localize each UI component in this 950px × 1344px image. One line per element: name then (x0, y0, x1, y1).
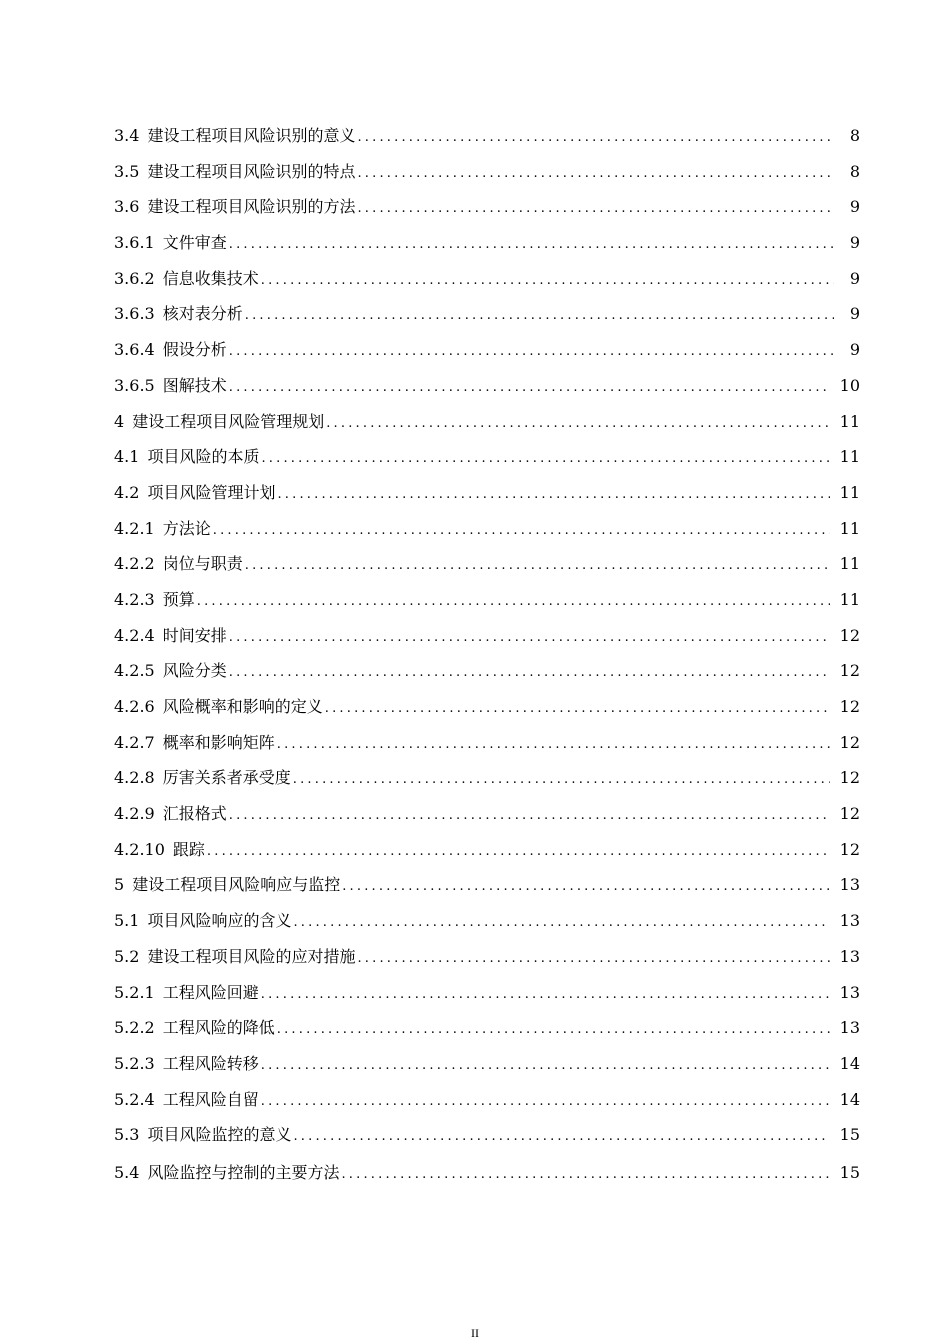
toc-entry-number: 4.2.9 (114, 804, 155, 824)
toc-entry[interactable] (114, 867, 860, 903)
toc-entry-title: 工程风险的降低 (162, 1018, 275, 1038)
toc-dot-leader (293, 1119, 829, 1155)
toc-entry-number: 3.6.2 (114, 268, 155, 288)
toc-entry-page: 9 (849, 268, 860, 288)
toc-entry[interactable] (114, 475, 860, 511)
toc-entry-number: 3.6 (114, 197, 140, 217)
toc-entry[interactable] (114, 118, 860, 154)
toc-entry-title: 建设工程项目风险识别的方法 (147, 197, 356, 217)
toc-entry[interactable] (114, 189, 860, 225)
toc-entry-title: 时间安排 (162, 625, 227, 645)
toc-entry-title: 跟踪 (172, 839, 205, 859)
toc-entry-page: 11 (839, 411, 860, 431)
toc-entry-title: 项目风险监控的意义 (147, 1125, 292, 1145)
toc-entry-title: 工程风险回避 (162, 982, 259, 1002)
toc-entry-title: 建设工程项目风险识别的意义 (147, 126, 356, 145)
toc-entry[interactable] (114, 439, 860, 475)
toc-entry-number: 4.2.7 (114, 732, 155, 752)
toc-entry-title: 预算 (162, 589, 195, 609)
toc-dot-leader (245, 298, 834, 334)
toc-entry-title: 建设工程项目风险管理规划 (132, 411, 325, 431)
page-number: II (471, 1326, 479, 1340)
toc-entry[interactable] (114, 725, 860, 761)
toc-entry-title: 工程风险自留 (162, 1089, 259, 1109)
toc-entry-number: 5.2 (114, 946, 140, 966)
toc-dot-leader (293, 762, 830, 798)
toc-entry-number: 4.2.8 (114, 768, 155, 788)
toc-entry[interactable] (114, 332, 860, 368)
toc-entry-number: 4.2.6 (114, 697, 155, 716)
toc-dot-leader (229, 655, 830, 691)
toc-entry-page: 13 (839, 1018, 860, 1038)
toc-entry[interactable] (114, 653, 860, 689)
toc-dot-leader (293, 905, 829, 941)
toc-entry-title: 建设工程项目风险响应与监控 (132, 875, 341, 895)
toc-entry[interactable] (114, 689, 860, 725)
toc-entry-page: 14 (839, 1053, 860, 1073)
toc-entry-title: 文件审查 (162, 233, 227, 253)
toc-entry-page: 9 (849, 340, 860, 360)
toc-dot-leader (213, 513, 830, 549)
toc-entry-number: 3.6.5 (114, 375, 155, 395)
toc-entry-page: 11 (839, 589, 860, 609)
toc-dot-leader (261, 1048, 830, 1084)
toc-dot-leader (357, 120, 834, 156)
toc-dot-leader (326, 406, 829, 442)
toc-dot-leader (342, 869, 829, 905)
toc-dot-leader (357, 156, 834, 192)
toc-entry[interactable] (114, 760, 860, 796)
toc-dot-leader (261, 977, 830, 1013)
toc-entry-title: 方法论 (162, 518, 211, 538)
toc-entry[interactable] (114, 582, 860, 618)
toc-dot-leader (261, 263, 834, 299)
toc-entry-page: 12 (839, 661, 860, 681)
table-of-contents (114, 118, 860, 1191)
toc-entry-title: 概率和影响矩阵 (162, 732, 275, 752)
toc-entry-title: 汇报格式 (162, 804, 227, 824)
toc-entry-number: 4.2.3 (114, 589, 155, 609)
toc-entry[interactable] (114, 1082, 860, 1118)
toc-entry-title: 项目风险响应的含义 (147, 911, 292, 931)
toc-dot-leader (197, 584, 830, 620)
toc-dot-leader (229, 227, 834, 263)
toc-entry-page: 9 (849, 304, 860, 324)
toc-entry-page: 15 (839, 1125, 860, 1145)
toc-dot-leader (261, 1084, 830, 1120)
toc-entry-page: 12 (839, 804, 860, 824)
toc-entry[interactable] (114, 1155, 860, 1191)
toc-entry[interactable] (114, 225, 860, 261)
toc-entry[interactable] (114, 296, 860, 332)
toc-entry-page: 11 (839, 447, 860, 467)
toc-entry-page: 13 (839, 911, 860, 931)
toc-entry-number: 3.6.1 (114, 233, 155, 253)
toc-entry-number: 5.2.4 (114, 1089, 155, 1109)
toc-entry-title: 假设分析 (162, 340, 227, 360)
toc-entry[interactable] (114, 975, 860, 1011)
toc-entry-title: 建设工程项目风险的应对措施 (147, 946, 356, 966)
toc-entry-title: 项目风险的本质 (147, 447, 260, 467)
toc-entry-title: 风险概率和影响的定义 (162, 697, 323, 716)
toc-entry-number: 5.2.3 (114, 1053, 155, 1073)
toc-entry-page: 12 (839, 625, 860, 645)
toc-entry-title: 项目风险管理计划 (147, 482, 276, 502)
toc-entry-page: 12 (839, 732, 860, 752)
toc-entry[interactable] (114, 618, 860, 654)
toc-entry[interactable] (114, 154, 860, 190)
toc-entry-page: 13 (839, 946, 860, 966)
toc-entry[interactable] (114, 546, 860, 582)
toc-entry-number: 4.2.10 (114, 839, 165, 859)
toc-entry-title: 岗位与职责 (162, 554, 243, 574)
toc-dot-leader (245, 548, 830, 584)
toc-entry-page: 14 (839, 1089, 860, 1109)
toc-entry-number: 4.2.5 (114, 661, 155, 681)
toc-entry-number: 3.6.4 (114, 340, 155, 360)
toc-entry[interactable] (114, 939, 860, 975)
toc-dot-leader (277, 477, 829, 513)
toc-entry-number: 5 (114, 875, 125, 895)
toc-entry-page: 9 (849, 197, 860, 217)
toc-entry-page: 11 (839, 482, 860, 502)
toc-entry-page: 15 (839, 1162, 860, 1182)
toc-entry-number: 5.2.2 (114, 1018, 155, 1038)
toc-entry-page: 12 (839, 839, 860, 859)
toc-entry[interactable] (114, 1117, 860, 1153)
toc-entry-number: 4.2.1 (114, 518, 155, 538)
toc-dot-leader (229, 370, 830, 406)
toc-entry-number: 5.2.1 (114, 982, 155, 1002)
toc-entry-page: 11 (839, 518, 860, 538)
toc-dot-leader (277, 1012, 830, 1048)
toc-entry-page: 8 (849, 161, 860, 181)
toc-entry[interactable] (114, 1010, 860, 1046)
toc-dot-leader (207, 834, 830, 870)
toc-dot-leader (229, 798, 830, 834)
toc-dot-leader (229, 620, 830, 656)
toc-entry-number: 4.2.2 (114, 554, 155, 574)
toc-entry-title: 信息收集技术 (162, 268, 259, 288)
toc-entry-page: 10 (839, 375, 860, 395)
toc-dot-leader (229, 334, 834, 370)
toc-entry-page: 8 (849, 126, 860, 145)
toc-entry-number: 5.1 (114, 911, 140, 931)
toc-dot-leader (341, 1157, 829, 1193)
toc-entry-page: 12 (839, 697, 860, 716)
toc-entry-number: 3.5 (114, 161, 140, 181)
toc-entry[interactable] (114, 903, 860, 939)
toc-entry[interactable] (114, 832, 860, 868)
toc-entry-number: 3.6.3 (114, 304, 155, 324)
toc-entry-number: 5.4 (114, 1162, 140, 1182)
toc-entry[interactable] (114, 796, 860, 832)
toc-dot-leader (277, 727, 830, 763)
toc-dot-leader (325, 691, 830, 727)
toc-entry-title: 风险监控与控制的主要方法 (147, 1162, 340, 1182)
toc-entry-title: 核对表分析 (162, 304, 243, 324)
toc-dot-leader (357, 191, 834, 227)
toc-dot-leader (357, 941, 829, 977)
toc-entry-number: 4.2 (114, 482, 140, 502)
toc-entry-number: 3.4 (114, 126, 140, 145)
toc-entry-page: 13 (839, 875, 860, 895)
toc-entry-title: 风险分类 (162, 661, 227, 681)
toc-entry[interactable] (114, 511, 860, 547)
toc-entry-number: 4.1 (114, 447, 140, 467)
toc-entry[interactable] (114, 368, 860, 404)
toc-entry-number: 5.3 (114, 1125, 140, 1145)
toc-entry-page: 13 (839, 982, 860, 1002)
toc-entry-title: 图解技术 (162, 375, 227, 395)
toc-dot-leader (261, 441, 829, 477)
toc-entry-page: 12 (839, 768, 860, 788)
toc-entry-number: 4.2.4 (114, 625, 155, 645)
toc-entry-page: 9 (849, 233, 860, 253)
toc-entry-number: 4 (114, 411, 125, 431)
toc-entry-title: 厉害关系者承受度 (162, 768, 291, 788)
toc-entry-title: 工程风险转移 (162, 1053, 259, 1073)
toc-entry[interactable] (114, 261, 860, 297)
toc-entry[interactable] (114, 404, 860, 440)
toc-entry[interactable] (114, 1046, 860, 1082)
toc-entry-title: 建设工程项目风险识别的特点 (147, 161, 356, 181)
toc-entry-page: 11 (839, 554, 860, 574)
